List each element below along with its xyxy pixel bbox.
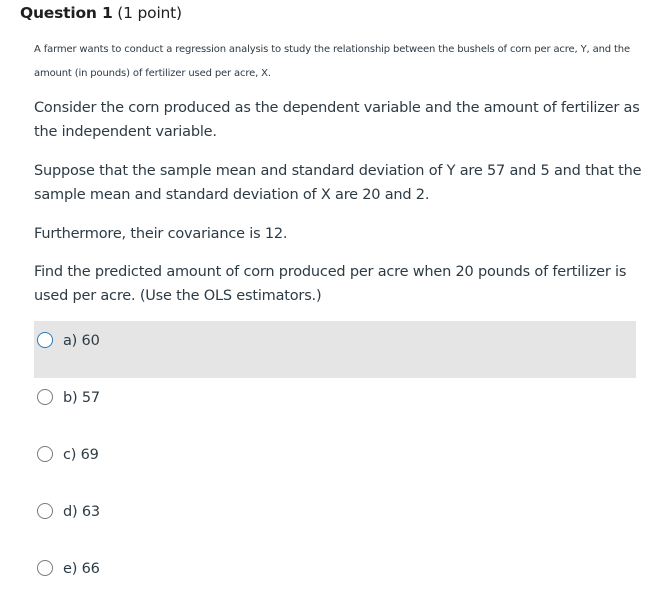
answer-option-d[interactable] <box>34 492 636 549</box>
answer-label-b: b) 57 <box>63 390 100 406</box>
question-paragraph-covariance: Furthermore, their covariance is 12. <box>34 226 288 242</box>
answer-label-c: c) 69 <box>63 447 99 463</box>
answer-option-e[interactable] <box>34 549 636 606</box>
radio-button-b[interactable] <box>37 389 53 405</box>
question-title <box>20 4 182 22</box>
question-intro: A farmer wants to conduct a regression analysis to study the relationship between the bushels of corn per acre, Y, and the amount (in pounds) of fertilizer used per acre, X. <box>34 44 630 79</box>
radio-button-d[interactable] <box>37 503 53 519</box>
question-number: Question 1 <box>20 4 113 22</box>
answer-label-e: e) 66 <box>63 561 100 577</box>
question-paragraph-prompt: Find the predicted amount of corn produced per acre when 20 pounds of fertilizer is used per acre. (Use the OLS estimators.) <box>34 264 627 304</box>
question-paragraph-dependent-variable: Consider the corn produced as the dependent variable and the amount of fertilizer as the independent variable. <box>34 100 640 140</box>
answer-option-c[interactable] <box>34 435 636 492</box>
question-paragraph-sample-stats: Suppose that the sample mean and standard deviation of Y are 57 and 5 and that the sample mean and standard deviation of X are 20 and 2. <box>34 163 642 203</box>
answer-option-b[interactable] <box>34 378 636 435</box>
answer-label-a: a) 60 <box>63 333 100 349</box>
answer-label-d: d) 63 <box>63 504 100 520</box>
radio-button-c[interactable] <box>37 446 53 462</box>
question-points: (1 point) <box>117 4 182 22</box>
answer-option-a[interactable] <box>34 321 636 378</box>
radio-button-e[interactable] <box>37 560 53 576</box>
radio-button-a[interactable] <box>37 332 53 348</box>
